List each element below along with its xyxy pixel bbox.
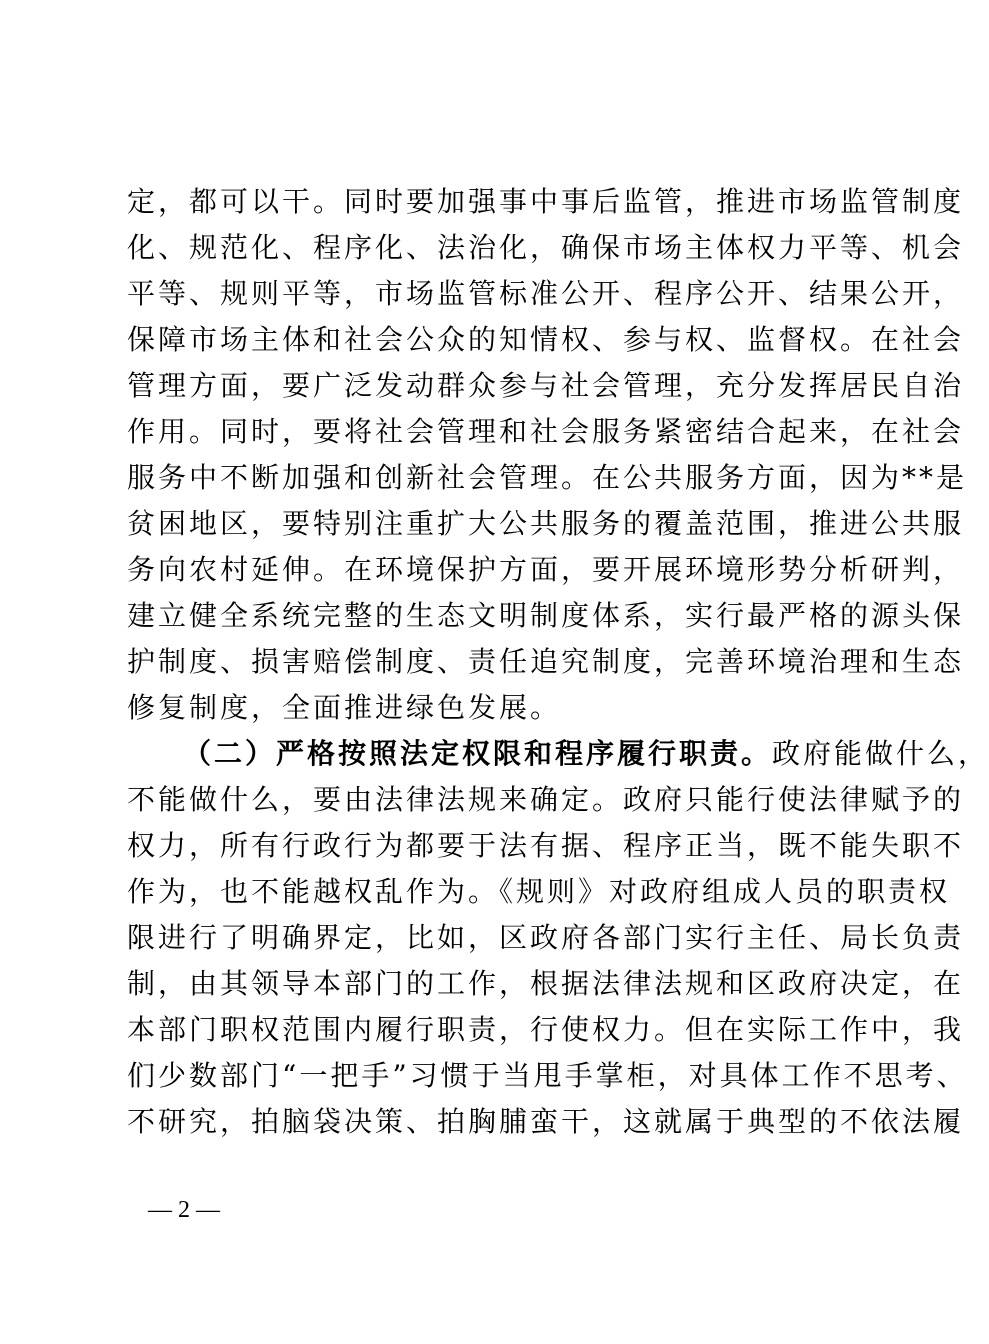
body-text-line: 作为，也不能越权乱作为。《规则》对政府组成人员的职责权 <box>127 875 951 908</box>
body-text-line: 本部门职权范围内履行职责，行使权力。但在实际工作中，我 <box>127 1013 965 1046</box>
body-text-line: 定，都可以干。同时要加强事中事后监管，推进市场监管制度 <box>127 185 965 218</box>
body-text-line: 作用。同时，要将社会管理和社会服务紧密结合起来，在社会 <box>127 415 965 448</box>
section-heading: （二）严格按照法定权限和程序履行职责。 <box>183 737 773 770</box>
body-text-line: 化、规范化、程序化、法治化，确保市场主体权力平等、机会 <box>127 231 965 264</box>
body-text-line: 务向农村延伸。在环境保护方面，要开展环境形势分析研判， <box>127 553 965 586</box>
body-text-line: 修复制度，全面推进绿色发展。 <box>127 691 562 724</box>
page-number: — 2 — <box>148 1197 220 1223</box>
body-text-line: 不能做什么，要由法律法规来确定。政府只能行使法律赋予的 <box>127 783 965 816</box>
body-text-line: 服务中不断加强和创新社会管理。在公共服务方面，因为**是 <box>127 461 968 494</box>
body-text-line: 护制度、损害赔偿制度、责任追究制度，完善环境治理和生态 <box>127 645 965 678</box>
body-text-line: 权力，所有行政行为都要于法有据、程序正当，既不能失职不 <box>127 829 965 862</box>
body-text-line: 们少数部门“一把手”习惯于当甩手掌柜，对具体工作不思考、 <box>127 1059 968 1092</box>
body-text-line: 贫困地区，要特别注重扩大公共服务的覆盖范围，推进公共服 <box>127 507 965 540</box>
body-text-line: 平等、规则平等，市场监管标准公开、程序公开、结果公开， <box>127 277 965 310</box>
body-text-line: 不研究，拍脑袋决策、拍胸脯蛮干，这就属于典型的不依法履 <box>127 1105 965 1138</box>
body-text-line: 保障市场主体和社会公众的知情权、参与权、监督权。在社会 <box>127 323 965 356</box>
body-text-line: 制，由其领导本部门的工作，根据法律法规和区政府决定，在 <box>127 967 965 1000</box>
body-text-line: 限进行了明确界定，比如，区政府各部门实行主任、局长负责 <box>127 921 965 954</box>
body-text-line: 建立健全系统完整的生态文明制度体系，实行最严格的源头保 <box>127 599 965 632</box>
section-heading-tail: 政府能做什么， <box>772 737 989 770</box>
section-heading-line <box>183 732 989 776</box>
body-text-line: 管理方面，要广泛发动群众参与社会管理，充分发挥居民自治 <box>127 369 965 402</box>
